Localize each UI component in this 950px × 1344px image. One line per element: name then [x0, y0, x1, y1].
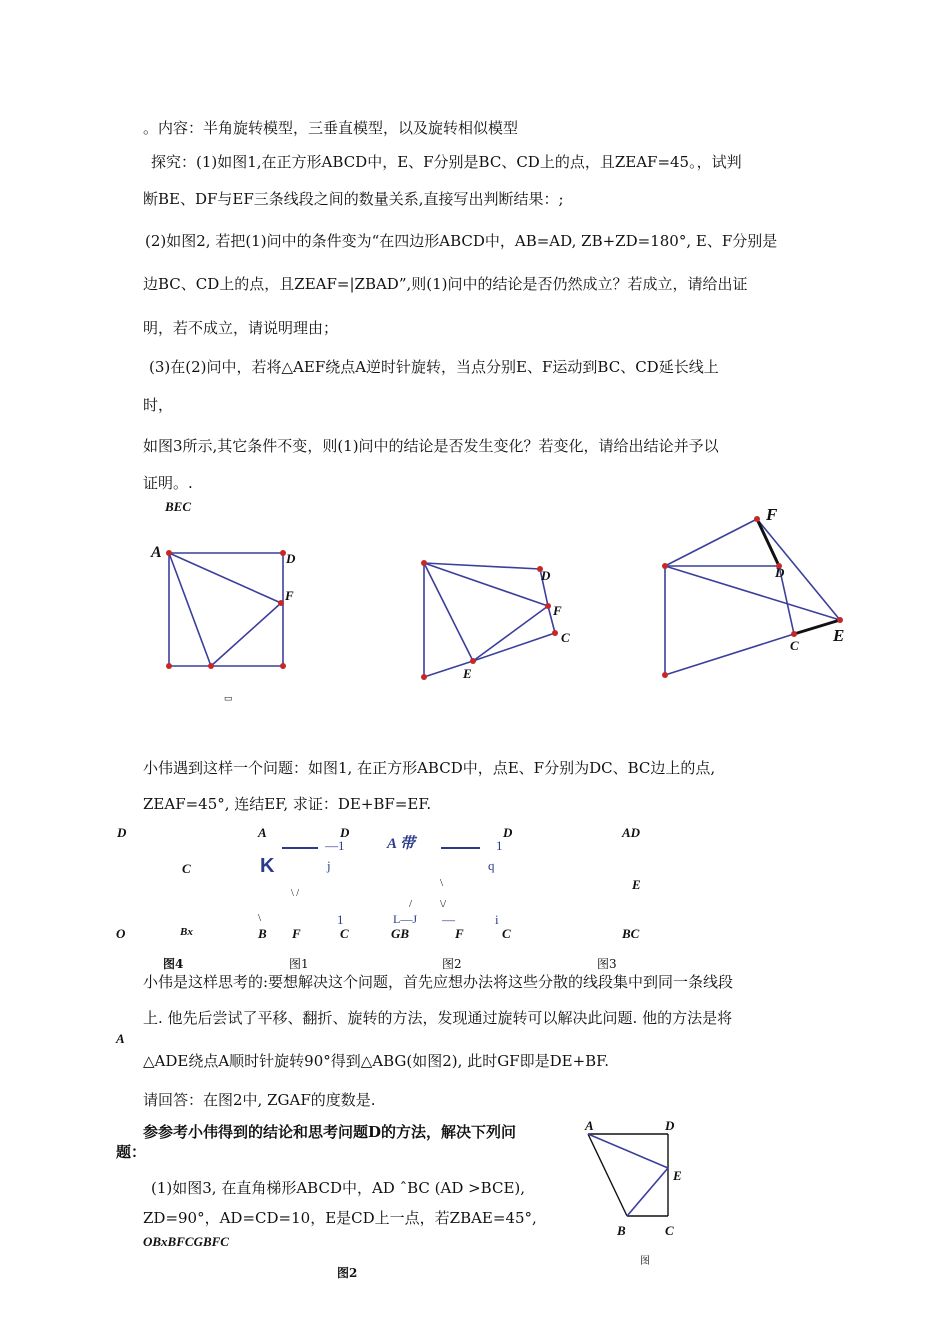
fb-label-b: B [617, 1223, 626, 1238]
g-lj: L—J [393, 912, 417, 926]
g-bc4: BC [622, 926, 640, 941]
g-d3: D [503, 825, 513, 840]
g-one: 1 [337, 912, 344, 927]
sub1-line-c: OBxBFCGBFC [143, 1234, 229, 1249]
g-v: \/ [440, 898, 447, 910]
fig1-label-d: D [286, 551, 296, 566]
bec-label: BEC [165, 499, 192, 514]
intro-content: 。内容：半角旋转模型，三垂直模型，以及旋转相似模型 [143, 119, 519, 137]
think-line3: △ADE绕点A顺时针旋转90°得到△ABG(如图2), 此时GF即是DE+BF. [143, 1052, 609, 1070]
g-o1: O [116, 926, 126, 941]
fig1-label-a: A [151, 544, 162, 561]
g-e4: E [632, 877, 641, 892]
fig3-label-f: F [766, 505, 778, 524]
fig2-label-f: F [553, 603, 562, 618]
fig3-label-d: D [775, 565, 785, 580]
explore1-line-a: 探究：(1)如图1,在正方形ABCD中，E、F分别是BC、CD上的点，且ZEAF=45。，试判 [151, 153, 742, 171]
explore3-line-c: 如图3所示,其它条件不变，则(1)问中的结论是否发生变化？若变化，请给出结论并予以 [143, 437, 719, 455]
g-slash1: \ / [291, 888, 300, 899]
g-f2: F [292, 926, 301, 941]
think-line2: 上. 他先后尝试了平移、翻折、旋转的方法，发现通过旋转可以解决此问题. 他的方法是将 [143, 1009, 733, 1027]
g-k: K [260, 855, 275, 877]
explore1-line-b: 断BE、DF与EF三条线段之间的数量关系,直接写出判断结果：; [143, 190, 564, 208]
explore3-line-b: 时， [143, 396, 174, 414]
g-c3: C [502, 926, 511, 941]
fig3-label-e: E [833, 626, 845, 645]
g-slash2: / [409, 898, 413, 910]
g-bs2: \ [440, 877, 444, 889]
explore2-line-a: (2)如图2, 若把(1)问中的条件变为“在四边形ABCD中，AB=AD, ZB+ZD=180°, E、F分别是 [145, 232, 778, 250]
problem2-line1: 小伟遇到这样一个问题：如图1, 在正方形ABCD中，点E、F分别为DC、BC边上的点, [143, 759, 716, 777]
g-a3: A 带 [387, 836, 415, 852]
fig1-caption: ▭ [224, 693, 233, 703]
g-a-left: A [116, 1031, 125, 1046]
fb-label-a: A [585, 1118, 594, 1133]
fig2-label-d: D [541, 568, 551, 583]
g-ad: AD [622, 825, 641, 840]
fb-label-e: E [673, 1168, 682, 1183]
g-j: j [327, 858, 331, 873]
fb-label-d: D [665, 1118, 675, 1133]
fig2-label-c: C [561, 630, 570, 645]
fig3-label-c: C [790, 638, 799, 653]
g-f3: F [455, 926, 464, 941]
think-line1: 小伟是这样思考的:要想解决这个问题，首先应想办法将这些分散的线段集中到同一条线段 [143, 973, 734, 991]
g-gb: GB [391, 926, 410, 941]
g-dash1: —1 [325, 838, 345, 853]
g-fig1: 图1 [289, 957, 309, 971]
g-d1: D [117, 825, 127, 840]
answer-line: 请回答：在图2中, ZGAF的度数是. [143, 1091, 376, 1109]
g-fig2: 图2 [442, 957, 462, 971]
g-bx: Bx [180, 926, 193, 938]
fig1-label-f: F [285, 588, 294, 603]
g-d2: D [340, 825, 350, 840]
problem2-line2: ZEAF=45°, 连结EF, 求证：DE+BF=EF. [143, 795, 432, 813]
ref-line-a: 参参考小伟得到的结论和思考问题D的方法，解决下列问 [143, 1123, 517, 1141]
explore2-line-b: 边BC、CD上的点，且ZEAF=|ZBAD”,则(1)问中的结论是否仍然成立？若成立，请给出证 [143, 275, 748, 293]
ref-line-b: 题： [116, 1143, 147, 1161]
g-i: i [495, 912, 499, 927]
g-c1: C [182, 861, 191, 876]
sub1-line-b: ZD=90°，AD=CD=10，E是CD上一点，若ZBAE=45°, [143, 1209, 537, 1227]
fig2-caption-bottom: 图2 [337, 1266, 358, 1280]
fig2-label-e: E [463, 666, 472, 681]
g-one2: 1 [496, 838, 503, 853]
g-a2: A [258, 825, 267, 840]
g-fig4: 图4 [163, 957, 184, 971]
fb-label-c: C [665, 1223, 674, 1238]
g-c2: C [340, 926, 349, 941]
explore3-line-a: (3)在(2)问中，若将△AEF绕点A逆时针旋转，当点分别E、F运动到BC、CD延长线上 [149, 358, 719, 376]
fb-caption: 图 [640, 1256, 650, 1267]
g-fig3: 图3 [597, 957, 617, 971]
explore2-line-c: 明，若不成立，请说明理由； [143, 319, 339, 337]
g-b2: B [258, 926, 267, 941]
explore3-line-d: 证明。. [143, 474, 193, 492]
g-q: q [488, 858, 495, 873]
g-bs: \ [258, 912, 262, 924]
sub1-line-a: (1)如图3, 在直角梯形ABCD中，AD ˆBC (AD >BCE), [151, 1179, 526, 1197]
g-dash2: — [442, 912, 455, 927]
